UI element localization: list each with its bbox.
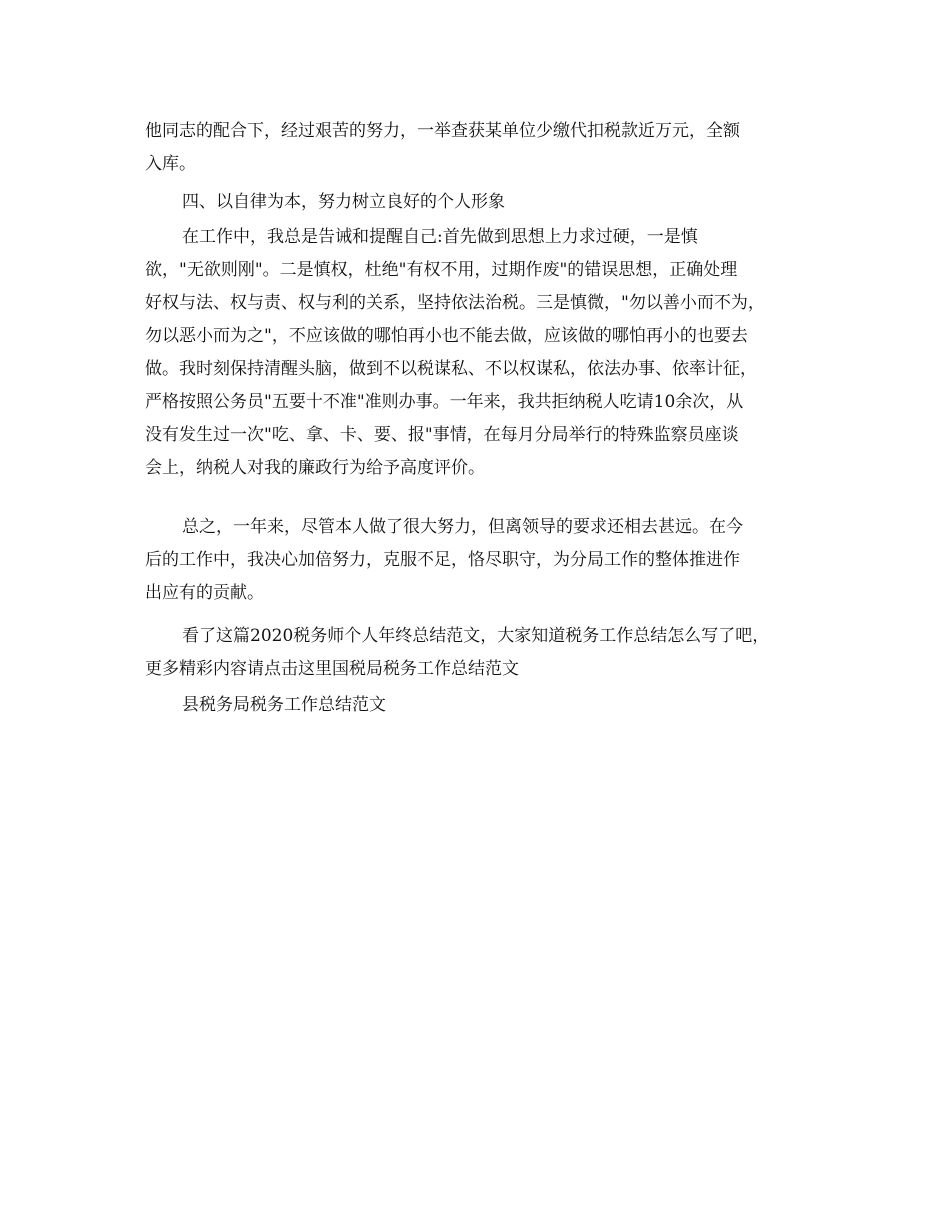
text-line: 在工作中，我总是告诫和提醒自己:首先做到思想上力求过硬，一是慎 — [182, 227, 698, 247]
heading-text: 四、以自律为本，努力树立良好的个人形象 — [182, 192, 505, 212]
text-line: 更多精彩内容请点击这里国税局税务工作总结范文 — [145, 659, 519, 679]
related-title — [145, 689, 825, 722]
text-line: 总之，一年来，尽管本人做了很大努力，但离领导的要求还相去甚远。在今 — [182, 517, 743, 537]
paragraph-continuation — [145, 115, 825, 181]
text-line: 县税务局税务工作总结范文 — [182, 695, 386, 715]
text-line: 做。我时刻保持清醒头脑，做到不以税谋私、不以权谋私，依法办事、依率计征， — [145, 359, 757, 379]
text-line: 严格按照公务员"五要十不准"准则办事。一年来，我共拒纳税人吃请10余次，从 — [145, 392, 744, 412]
paragraph-more-info — [145, 620, 825, 686]
text-line: 好权与法、权与责、权与利的关系，坚持依法治税。三是慎微，"勿以善小而不为， — [145, 293, 765, 313]
text-line: 会上，纳税人对我的廉政行为给予高度评价。 — [145, 458, 485, 478]
text-line: 他同志的配合下，经过艰苦的努力，一举查获某单位少缴代扣税款近万元，全额 — [145, 121, 740, 141]
text-line: 看了这篇2020税务师个人年终总结范文，大家知道税务工作总结怎么写了吧， — [182, 626, 770, 646]
text-line: 没有发生过一次"吃、拿、卡、要、报"事情，在每月分局举行的特殊监察员座谈 — [145, 425, 739, 445]
paragraph-conclusion — [145, 511, 825, 610]
text-line: 后的工作中，我决心加倍努力，克服不足，恪尽职守，为分局工作的整体推进作 — [145, 550, 740, 570]
text-line: 欲，"无欲则刚"。二是慎权，杜绝"有权不用，过期作废"的错误思想，正确处理 — [145, 260, 738, 280]
text-line: 勿以恶小而为之"，不应该做的哪怕再小也不能去做，应该做的哪怕再小的也要去 — [145, 326, 748, 346]
paragraph-self-discipline — [145, 221, 825, 485]
section-heading — [145, 186, 825, 219]
text-line: 入库。 — [145, 154, 196, 174]
text-line: 出应有的贡献。 — [145, 583, 264, 603]
